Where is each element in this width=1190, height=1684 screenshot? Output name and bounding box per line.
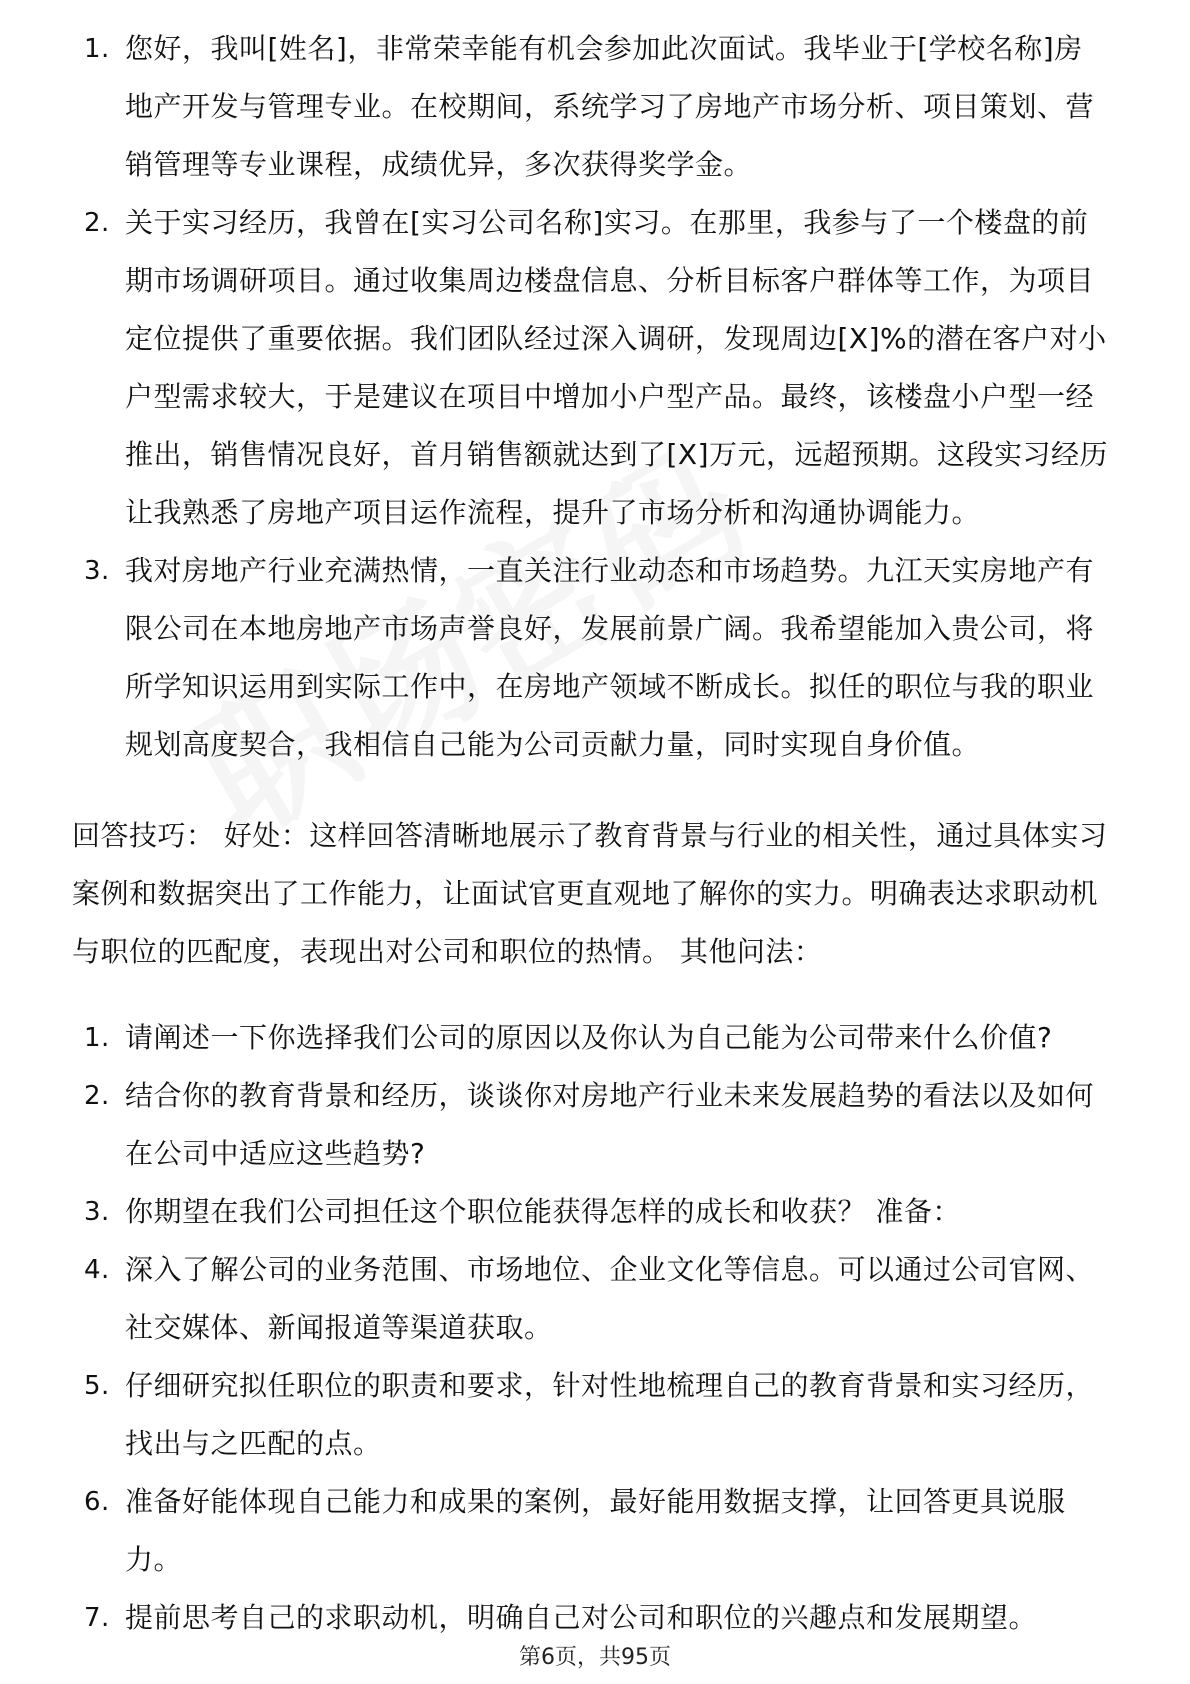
list-number: 3.	[84, 556, 110, 586]
list-number: 2.	[84, 208, 110, 238]
list-item	[0, 1067, 1190, 1183]
list-number: 4.	[84, 1255, 110, 1285]
list-item	[0, 194, 1190, 542]
list-text: 仔细研究拟任职位的职责和要求，针对性地梳理自己的教育背景和实习经历，找出与之匹配的点。	[125, 1369, 1095, 1460]
list-text: 提前思考自己的求职动机，明确自己对公司和职位的兴趣点和发展期望。	[125, 1601, 1038, 1634]
other-questions-list	[0, 1009, 1190, 1647]
list-number: 7.	[84, 1603, 110, 1633]
list-number: 1.	[84, 1023, 110, 1053]
list-item	[0, 542, 1190, 774]
list-item	[0, 1473, 1190, 1589]
answer-list	[0, 20, 1190, 774]
list-text: 您好，我叫[姓名]，非常荣幸能有机会参加此次面试。我毕业于[学校名称]房地产开发与管理专业。在校期间，系统学习了房地产市场分析、项目策划、营销管理等专业课程，成绩优异，多次获得奖学金。	[125, 32, 1095, 181]
page-footer: 第6页，共95页	[519, 1645, 671, 1670]
list-text: 准备好能体现自己能力和成果的案例，最好能用数据支撑，让回答更具说服力。	[125, 1485, 1066, 1576]
list-text: 深入了解公司的业务范围、市场地位、企业文化等信息。可以通过公司官网、社交媒体、新闻报道等渠道获取。	[125, 1253, 1095, 1344]
list-item	[0, 20, 1190, 194]
list-item	[0, 1357, 1190, 1473]
list-item	[0, 1589, 1190, 1647]
list-text: 我对房地产行业充满热情，一直关注行业动态和市场趋势。九江天实房地产有限公司在本地房地产市场声誉良好，发展前景广阔。我希望能加入贵公司，将所学知识运用到实际工作中，在房地产领域不断成长。拟任的职位与我的职业规划高度契合，我相信自己能为公司贡献力量，同时实现自身价值。	[125, 554, 1095, 761]
list-text: 你期望在我们公司担任这个职位能获得怎样的成长和收获？ 准备：	[125, 1195, 961, 1228]
list-item	[0, 1009, 1190, 1067]
list-item	[0, 1183, 1190, 1241]
list-item	[0, 1241, 1190, 1357]
list-text: 请阐述一下你选择我们公司的原因以及你认为自己能为公司带来什么价值?	[125, 1021, 1053, 1054]
list-number: 5.	[84, 1371, 110, 1401]
tips-paragraph: 回答技巧： 好处：这样回答清晰地展示了教育背景与行业的相关性，通过具体实习案例和数据突出了工作能力，让面试官更直观地了解你的实力。明确表达求职动机与职位的匹配度，表现出对公司和职位的热情。 其他问法：	[72, 819, 1108, 968]
list-number: 1.	[84, 34, 110, 64]
list-text: 结合你的教育背景和经历，谈谈你对房地产行业未来发展趋势的看法以及如何在公司中适应这些趋势?	[125, 1079, 1095, 1170]
list-number: 2.	[84, 1081, 110, 1111]
list-number: 3.	[84, 1197, 110, 1227]
list-number: 6.	[84, 1487, 110, 1517]
list-text: 关于实习经历，我曾在[实习公司名称]实习。在那里，我参与了一个楼盘的前期市场调研项目。通过收集周边楼盘信息、分析目标客户群体等工作，为项目定位提供了重要依据。我们团队经过深入调研，发现周边[X]%的潜在客户对小户型需求较大，于是建议在项目中增加小户型产品。最终，该楼盘小户型一经推出，销售情况良好，首月销售额就达到了[X]万元，远超预期。这段实习经历让我熟悉了房地产项目运作流程，提升了市场分析和沟通协调能力。	[125, 206, 1109, 529]
